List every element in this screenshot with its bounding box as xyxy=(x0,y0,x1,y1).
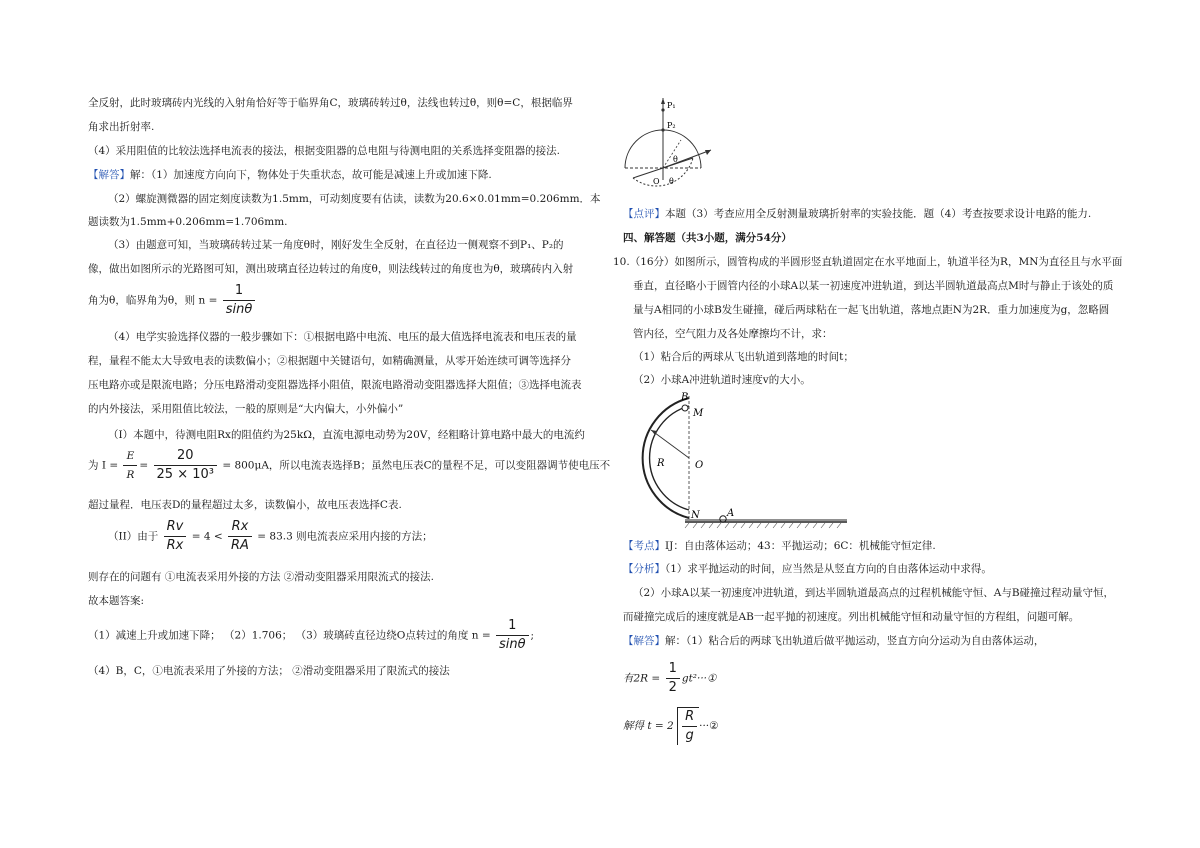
text-line: 的内外接法，采用阻值比较法，一般的原则是“大内偏大，小外偏小” xyxy=(88,403,404,415)
label-m: M xyxy=(693,408,704,419)
answer-line: 【解答】解：（1）粘合后的两球飞出轨道后做平抛运动，竖直方向分运动为自由落体运动， xyxy=(623,635,1045,647)
text-line: 10.（16分）如图所示，圆管构成的半圆形竖直轨道固定在水平地面上，轨道半径为R，MN为直径且与水平面 xyxy=(613,256,1123,268)
text-line: 全反射，此时玻璃砖内光线的入射角恰好等于临界角C，玻璃砖转过θ，法线也转过θ，则θ=C，根据临界 xyxy=(88,97,573,109)
answer-line: 【解答】解：（1）加速度方向向下，物体处于失重状态，故可能是减速上升或加速下降. xyxy=(88,169,492,181)
comment-line: 【点评】本题（3）考查应用全反射测量玻璃折射率的实验技能．题（4）考查按要求设计电路的能力. xyxy=(623,208,1092,220)
answer-tag: 【解答】 xyxy=(623,635,665,647)
text-line: 而碰撞完成后的速度就是AB一起平抛的初速度。列出机械能守恒和动量守恒的方程组，问题可解。 xyxy=(623,611,1080,623)
text-line: （I）本题中，待测电阻Rx的阻值约为25kΩ，直流电源电动势为20V，经粗略计算电路中最大的电流约 xyxy=(108,429,585,441)
fraction: $\frac{R}{g}$ xyxy=(682,708,697,745)
analysis-tag: 【分析】 xyxy=(623,563,665,575)
label-n: N xyxy=(691,510,700,521)
text-line: 故本题答案: xyxy=(88,595,145,607)
text-line: 管内径，空气阻力及各处摩擦均不计，求： xyxy=(633,328,833,340)
fraction: $\frac{Rv}{Rx}$ xyxy=(164,518,187,555)
analysis-line: 【分析】（1）求平抛运动的时间，应当然是从竖直方向的自由落体运动中求得。 xyxy=(623,563,992,575)
formula-line: 角为θ，临界角为θ，则 n = $\frac{1}{\sin\theta}$ xyxy=(88,282,257,319)
track-figure xyxy=(623,386,853,532)
text-line: 像，做出如图所示的光路图可知，测出玻璃直径边转过的角度θ，则法线转过的角度也为θ，玻璃砖内入射 xyxy=(88,263,574,275)
formula-line: 为 I = $\frac{E}{R}$ = $\frac{20}{\text{25 × 10³}}$ = 800μA，所以电流表选择B；虽然电压表C的量程不足，可以变阻器调节使电压不 xyxy=(88,448,611,482)
fraction: $\frac{1}{\sin\theta}$ xyxy=(496,617,529,654)
text-line: 程，量程不能太大导致电表的读数偏小；②根据题中关键语句，如精确测量，从零开始连续可调等选择分 xyxy=(88,355,571,367)
text-line: （2）小球A以某一初速度冲进轨道，到达半圆轨道最高点的过程机械能守恒、A与B碰撞过程动量守恒， xyxy=(633,587,1115,599)
fraction: $\frac{1}{2}$ xyxy=(666,660,680,697)
text-line: （4）B，C，①电流表采用了外接的方法； ②滑动变阻器采用了限流式的接法 xyxy=(88,665,450,677)
text-line: （2）螺旋测微器的固定刻度读数为1.5mm，可动刻度要有估读，读数为20.6×0.01mm=0.206mm．本 xyxy=(108,193,601,205)
section-heading: 四、解答题（共3小题，满分54分） xyxy=(623,232,792,244)
text-line: 垂直，直径略小于圆管内径的小球A以某一初速度冲进轨道，到达半圆轨道最高点M时与静止于该处的质 xyxy=(633,280,1114,292)
text-line: （1）粘合后的两球从飞出轨道到落地的时间t； xyxy=(633,351,854,363)
label-p2: P₂ xyxy=(667,121,676,130)
fraction: $\frac{20}{\text{25 × 10³}}$ xyxy=(154,447,217,484)
text-line: 量与A相同的小球B发生碰撞，碰后两球粘在一起飞出轨道，落地点距N为2R．重力加速度为g，忽略圆 xyxy=(633,304,1110,316)
formula-line: （II）由于 $\frac{Rv}{Rx}$ = 4 < $\frac{Rx}{RA}$ = 83.3 则电流表应采用内接的方法； xyxy=(108,519,433,553)
text-line: （4）电学实验选择仪器的一般步骤如下：①根据电路中电流、电压的最大值选择电流表和电压表的量 xyxy=(108,331,577,343)
text-line: 超过量程．电压表D的量程超过太多，读数偏小，故电压表选择C表. xyxy=(88,499,402,511)
formula-line: 解得 t = 2 $\frac{R}{g}$ ···② xyxy=(623,709,719,743)
text-line: 题读数为1.5mm+0.206mm=1.706mm. xyxy=(88,216,288,228)
comment-tag: 【点评】 xyxy=(623,208,665,220)
fraction: $\frac{E}{R}$ xyxy=(123,447,137,484)
label-b: B xyxy=(681,392,689,403)
fraction: $\frac{Rx}{RA}$ xyxy=(228,518,252,555)
text-line: 压电路亦或是限流电路；分压电路滑动变阻器选择小阻值，限流电路滑动变阻器选择大阻值；③选择电流表 xyxy=(88,379,582,391)
text-line: 角求出折射率. xyxy=(88,121,155,133)
label-o: O xyxy=(653,177,660,186)
formula-line: （1）减速上升或加速下降； （2）1.706； （3）玻璃砖直径边绕O点转过的角度 n = $\frac{1}{\sin\theta}$ ; xyxy=(88,618,535,652)
label-p1: P₁ xyxy=(667,101,676,110)
sqrt xyxy=(677,707,699,745)
label-a: A xyxy=(727,508,735,519)
answer-tag: 【解答】 xyxy=(88,169,130,181)
keypoint-tag: 【考点】 xyxy=(623,540,665,552)
formula-line: 有2R = $\frac{1}{2}$ gt²···① xyxy=(623,661,717,695)
text-line: 则存在的问题有 ①电流表采用外接的方法 ②滑动变阻器采用限流式的接法. xyxy=(88,571,435,583)
refraction-figure xyxy=(623,92,733,192)
text-line: （4）采用阻值的比较法选择电流表的接法，根据变阻器的总电阻与待测电阻的关系选择变阻器的接法. xyxy=(88,145,561,157)
fraction: $\frac{1}{\sin\theta}$ xyxy=(223,282,256,319)
label-theta: θ xyxy=(673,155,678,164)
label-r: R xyxy=(657,458,665,469)
text-line: （3）由题意可知，当玻璃砖转过某一角度θ时，刚好发生全反射，在直径边一侧观察不到P₁、P₂的 xyxy=(108,239,564,251)
label-o: O xyxy=(695,460,704,471)
label-theta-2: θ xyxy=(669,177,674,186)
keypoint-line: 【考点】IJ：自由落体运动；43：平抛运动；6C：机械能守恒定律. xyxy=(623,540,936,552)
text-line: （2）小球A冲进轨道时速度v的大小。 xyxy=(633,374,811,386)
